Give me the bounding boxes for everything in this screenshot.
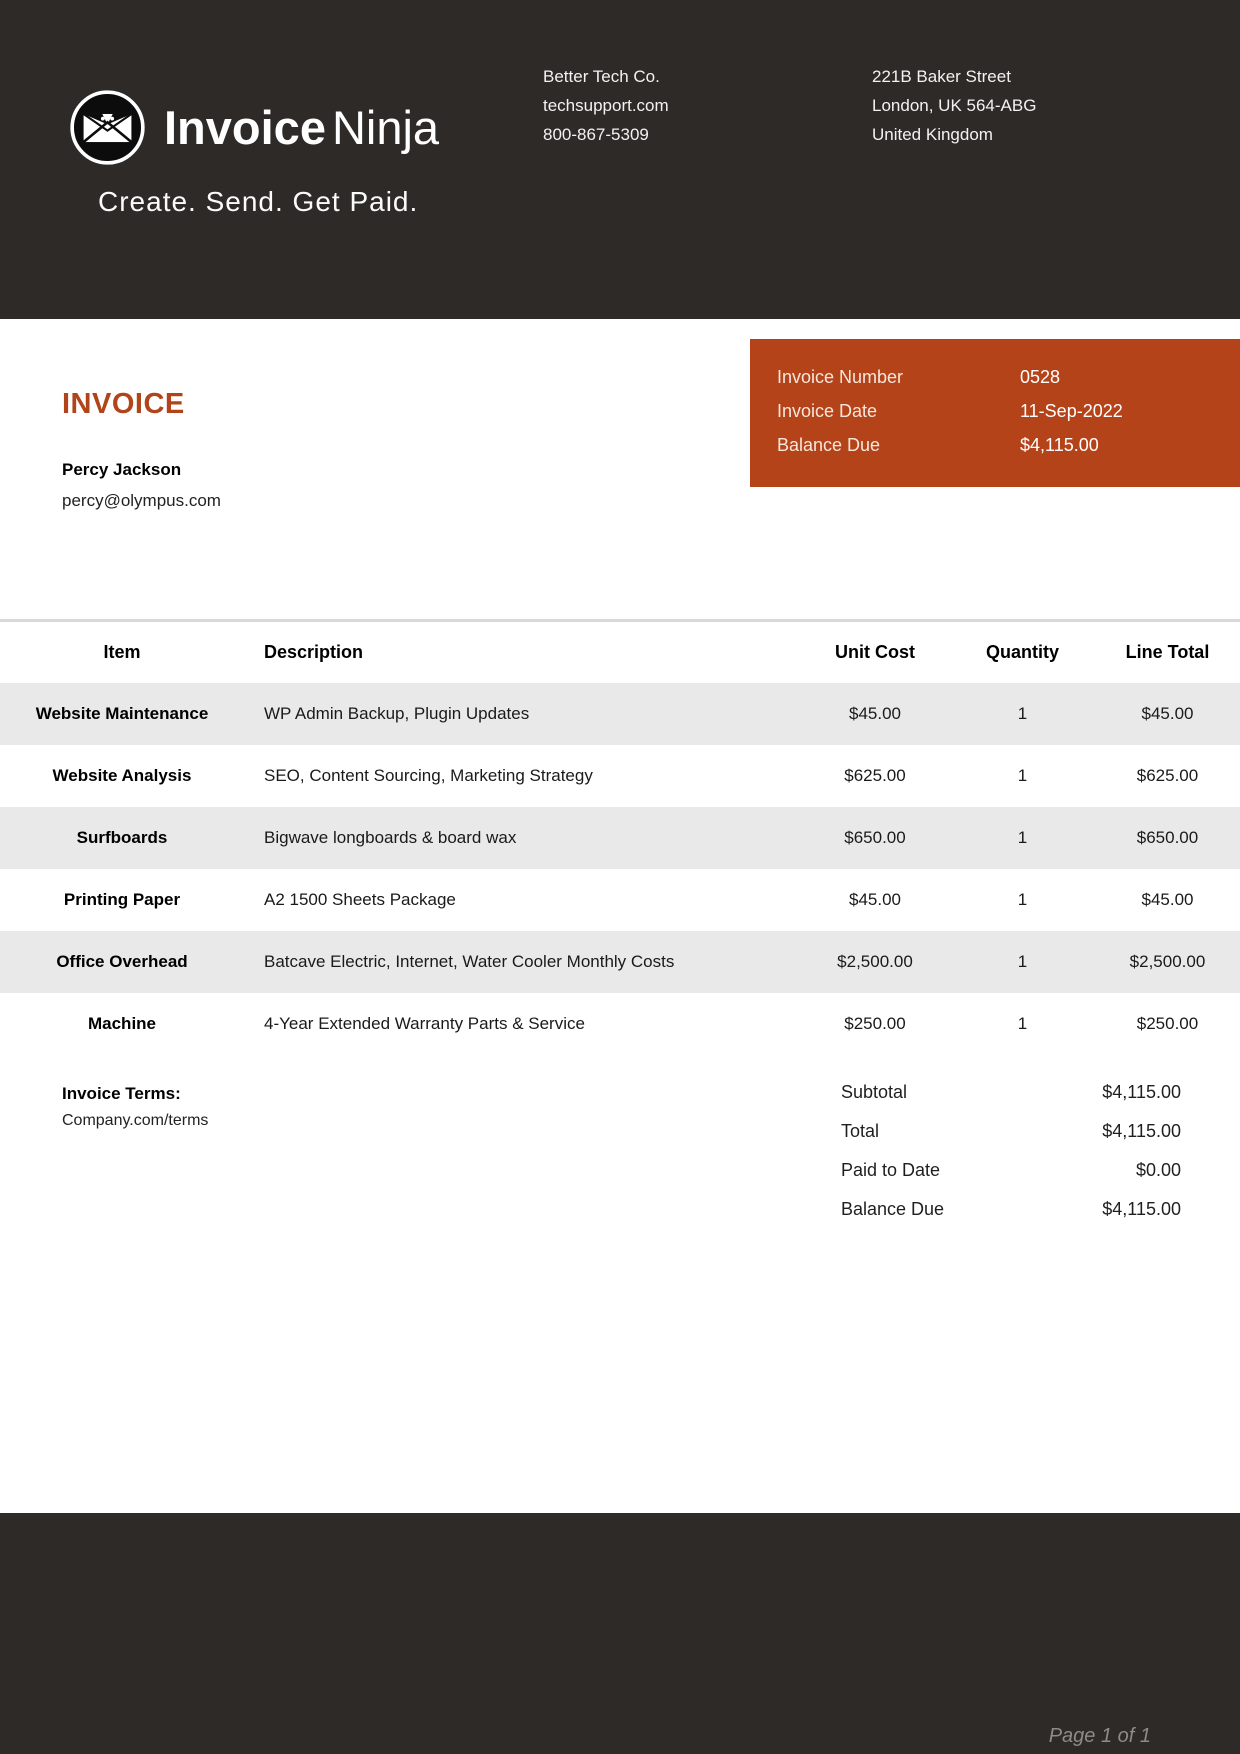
column-header-line-total: Line Total — [1125, 642, 1210, 662]
brand-name-bold: Invoice — [164, 101, 326, 154]
item-quantity: 1 — [1017, 828, 1028, 847]
subtotal-label: Subtotal — [841, 1082, 908, 1102]
item-unit-cost: $45.00 — [849, 890, 901, 909]
address-line-3: United Kingdom — [872, 125, 993, 144]
address-line-1: 221B Baker Street — [872, 67, 1011, 86]
balance-due-label: Balance Due — [777, 435, 881, 455]
total-label: Total — [841, 1121, 880, 1141]
column-header-item: Item — [103, 642, 141, 662]
invoice-date-value: 11-Sep-2022 — [1020, 401, 1123, 421]
totals-block — [841, 1073, 1181, 1229]
item-description: Batcave Electric, Internet, Water Cooler Monthly Costs — [264, 952, 675, 971]
table-row — [0, 683, 1240, 745]
invoice-number-label: Invoice Number — [777, 367, 904, 387]
ninja-envelope-icon — [68, 88, 147, 167]
total-value: $4,115.00 — [1102, 1121, 1181, 1141]
item-name: Printing Paper — [63, 890, 181, 909]
client-email: percy@olympus.com — [62, 491, 221, 510]
invoice-date-label: Invoice Date — [777, 401, 878, 421]
paid-to-date-label: Paid to Date — [841, 1160, 941, 1180]
brand-wordmark — [164, 100, 439, 156]
balance-due-total-label: Balance Due — [841, 1199, 945, 1219]
column-header-unit-cost: Unit Cost — [835, 642, 915, 662]
subtotal-row — [841, 1073, 1181, 1112]
item-description: Bigwave longboards & board wax — [264, 828, 517, 847]
item-name: Website Analysis — [52, 766, 192, 785]
balance-due-total-row — [841, 1190, 1181, 1229]
table-header-row — [0, 622, 1240, 683]
item-description: 4-Year Extended Warranty Parts & Service — [264, 1014, 585, 1033]
company-website: techsupport.com — [543, 96, 669, 115]
invoice-number-row — [750, 366, 1240, 388]
total-row — [841, 1112, 1181, 1151]
table-row — [0, 745, 1240, 807]
page-number-label: Page 1 of 1 — [1048, 1725, 1151, 1747]
item-quantity: 1 — [1017, 1014, 1028, 1033]
item-quantity: 1 — [1017, 890, 1028, 909]
invoice-date-row — [750, 400, 1240, 422]
table-row — [0, 869, 1240, 931]
address-line-2: London, UK 564-ABG — [872, 96, 1037, 115]
item-quantity: 1 — [1017, 952, 1028, 971]
item-description: SEO, Content Sourcing, Marketing Strategy — [264, 766, 593, 785]
item-unit-cost: $650.00 — [844, 828, 906, 847]
invoice-title: INVOICE — [62, 388, 185, 420]
balance-due-row — [750, 434, 1240, 456]
item-line-total: $250.00 — [1136, 1014, 1199, 1033]
item-unit-cost: $2,500.00 — [837, 952, 913, 971]
item-line-total: $45.00 — [1141, 704, 1194, 723]
brand-tagline: Create. Send. Get Paid. — [98, 186, 419, 217]
brand-name-light: Ninja — [331, 101, 440, 154]
item-unit-cost: $45.00 — [849, 704, 901, 723]
paid-to-date-value: $0.00 — [1135, 1160, 1181, 1180]
item-line-total: $625.00 — [1136, 766, 1199, 785]
item-description: WP Admin Backup, Plugin Updates — [264, 704, 530, 723]
table-row — [0, 931, 1240, 993]
item-quantity: 1 — [1017, 766, 1028, 785]
item-name: Surfboards — [76, 828, 168, 847]
footer-band — [0, 1513, 1240, 1754]
invoice-terms-label: Invoice Terms: — [62, 1084, 181, 1103]
header-band — [0, 0, 1240, 319]
company-phone: 800-867-5309 — [543, 125, 649, 144]
company-address — [872, 62, 1036, 149]
paid-to-date-row — [841, 1151, 1181, 1190]
balance-due-value: $4,115.00 — [1020, 435, 1099, 455]
table-row — [0, 993, 1240, 1055]
balance-due-total-value: $4,115.00 — [1102, 1199, 1181, 1219]
item-name: Machine — [87, 1014, 157, 1033]
invoice-meta-box — [750, 339, 1240, 487]
item-name: Website Maintenance — [35, 704, 209, 723]
column-header-description: Description — [264, 642, 364, 662]
invoice-number-value: 0528 — [1020, 367, 1061, 387]
item-line-total: $45.00 — [1141, 890, 1194, 909]
company-name: Better Tech Co. — [543, 67, 660, 86]
item-name: Office Overhead — [56, 952, 188, 971]
client-name: Percy Jackson — [62, 460, 182, 479]
column-header-quantity: Quantity — [985, 642, 1059, 662]
item-line-total: $650.00 — [1136, 828, 1199, 847]
table-row — [0, 807, 1240, 869]
item-unit-cost: $625.00 — [844, 766, 906, 785]
item-unit-cost: $250.00 — [844, 1014, 906, 1033]
company-info — [543, 62, 669, 149]
item-description: A2 1500 Sheets Package — [264, 890, 456, 909]
line-items-table — [0, 622, 1240, 1055]
subtotal-value: $4,115.00 — [1102, 1082, 1181, 1102]
item-quantity: 1 — [1017, 704, 1028, 723]
invoice-terms-value: Company.com/terms — [62, 1112, 209, 1129]
item-line-total: $2,500.00 — [1129, 952, 1206, 971]
